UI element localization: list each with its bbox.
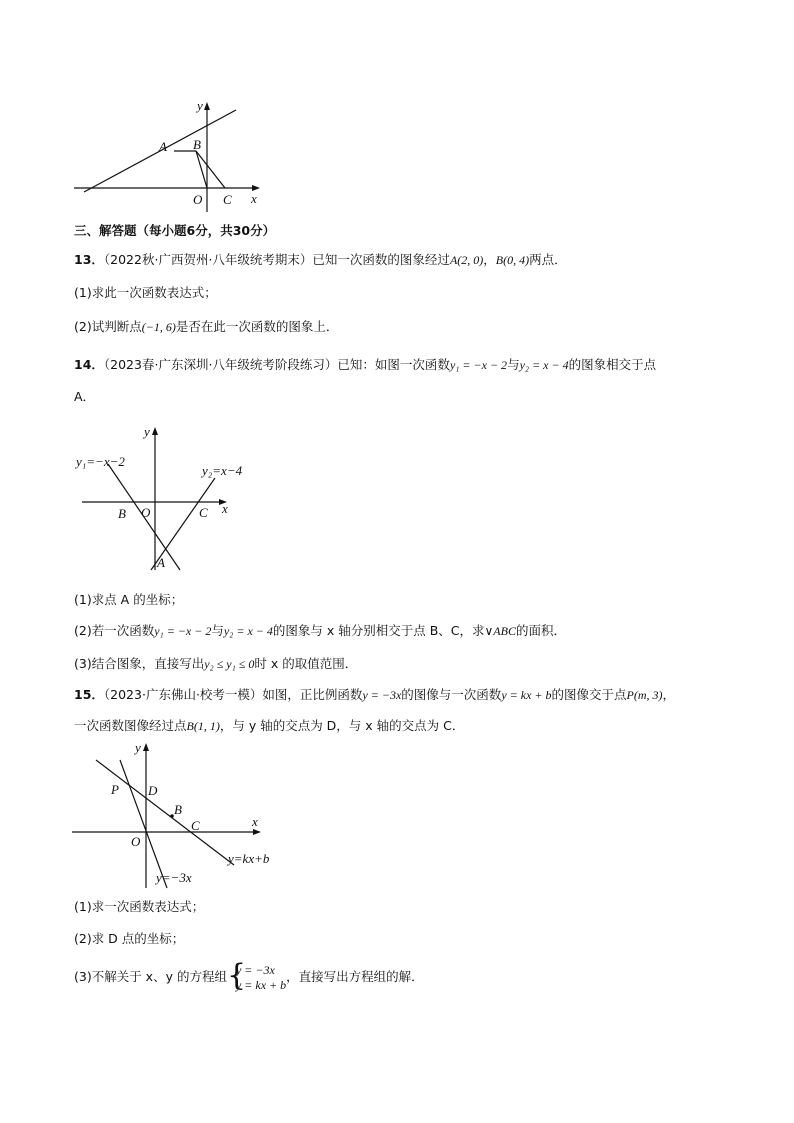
q13-part2	[74, 317, 338, 337]
q15-equation-system	[226, 957, 287, 993]
q14-part3-a: (3)结合图象，直接写出	[74, 656, 205, 671]
q14-number: 14．	[74, 357, 104, 372]
line-y-neg3x	[120, 760, 167, 888]
q14-part3-ineq: y₂ ≤ y₁ ≤ 0	[204, 657, 255, 671]
q13-stem-b: 两点．	[529, 252, 567, 267]
label-x: x	[252, 814, 258, 829]
figure-q15	[68, 738, 280, 890]
segment-bc	[196, 151, 225, 188]
q14-stem-b: 的图象相交于点	[568, 357, 657, 372]
q14-part2	[74, 621, 566, 641]
x-axis-arrow	[253, 829, 261, 835]
label-y: y	[197, 98, 203, 113]
q14-part2-f1: y₁ = −x − 2	[154, 624, 212, 638]
q15-line2-a: 一次函数图像经过点	[74, 718, 187, 733]
system-eq1: y = −3x	[235, 962, 275, 977]
q13-sep: ，	[483, 252, 496, 267]
q14-part2-c: 的面积．	[515, 623, 566, 638]
label-c: C	[199, 505, 208, 520]
label-b: B	[174, 802, 182, 817]
y-axis-arrow	[204, 102, 210, 110]
q13-point-a: A(2, 0)	[449, 253, 484, 267]
q15-stem-d: ，	[662, 687, 676, 702]
q14-part2-f2: y₂ = x − 4	[223, 624, 273, 638]
q15-number: 15．	[74, 687, 104, 702]
q15-part2: (2)求 D 点的坐标；	[74, 931, 185, 946]
label-y: y	[135, 740, 141, 755]
system-eq2: y = kx + b	[235, 977, 287, 992]
q15-stem	[74, 685, 675, 705]
label-b: B	[193, 137, 201, 152]
q14-part2-and: 与	[211, 623, 224, 638]
label-p: P	[111, 782, 119, 797]
q14-source: （2023春·广东深圳·八年级统考阶段练习）	[103, 357, 338, 372]
label-a: A	[157, 555, 165, 570]
q14-part2-a: (2)若一次函数	[74, 623, 155, 638]
q15-part3-a: (3)不解关于 x、y 的方程组	[74, 969, 227, 984]
label-c: C	[191, 818, 200, 833]
label-x: x	[222, 501, 228, 516]
q15-stem-line2	[74, 716, 464, 736]
q14-part3-b: 时 x 的取值范围．	[254, 656, 358, 671]
line-kx-b	[96, 760, 234, 865]
q14-part2-b: 的图象与 x 轴分别相交于点 B、C，求	[272, 623, 485, 638]
y-axis-arrow	[152, 427, 158, 435]
label-l1: y=−3x	[156, 870, 192, 885]
q15-point-b: B(1, 1)	[186, 719, 220, 733]
q15-stem-a: 如图，正比例函数	[262, 687, 363, 702]
q15-part3-b: ，直接写出方程组的解．	[286, 969, 424, 984]
label-y1: y₁=−x−2	[76, 454, 125, 469]
figure-top	[70, 96, 270, 212]
q13-point-b: B(0, 4)	[495, 253, 530, 267]
q15-line2-b: ，与 y 轴的交点为 D，与 x 轴的交点为 C．	[219, 718, 465, 733]
q13-part1: (1)求此一次函数表达式；	[74, 285, 217, 300]
q14-stem-a: 已知：如图一次函数	[337, 357, 450, 372]
segment-bo	[196, 151, 207, 188]
q15-source: （2023·广东佛山·校考一模）	[103, 687, 263, 702]
q14-and: 与	[507, 357, 520, 372]
figure-q14	[72, 420, 252, 572]
y-axis-arrow	[143, 743, 149, 751]
q14-f1: y₁ = −x − 2	[449, 358, 508, 372]
label-y: y	[144, 424, 150, 439]
system-brace: {	[226, 957, 247, 993]
q13-stem	[74, 250, 567, 270]
q14-part2-triangle: ∨ABC	[484, 624, 516, 638]
q14-part1: (1)求点 A 的坐标；	[74, 592, 184, 607]
label-l2: y=kx+b	[228, 851, 270, 866]
q14-stem-c: A．	[74, 389, 96, 404]
q13-number: 13．	[74, 252, 104, 267]
label-d: D	[148, 783, 158, 798]
q15-point-p: P(m, 3)	[626, 688, 663, 702]
label-x: x	[251, 191, 257, 206]
q15-part3	[74, 957, 424, 993]
label-a: A	[159, 139, 167, 154]
label-c: C	[223, 192, 232, 207]
q15-f2: y = kx + b	[501, 688, 552, 702]
q15-stem-b: 的图像与一次函数	[401, 687, 502, 702]
q14-stem	[74, 355, 656, 375]
q13-part2-point: (−1, 6)	[141, 320, 176, 334]
label-b: B	[118, 506, 126, 521]
q13-part2-a: (2)试判断点	[74, 319, 142, 334]
q15-stem-c: 的图像交于点	[551, 687, 627, 702]
q13-part2-b: 是否在此一次函数的图象上．	[175, 319, 339, 334]
q13-stem-a: 已知一次函数的图象经过	[312, 252, 450, 267]
label-o: O	[131, 834, 141, 849]
label-o: O	[141, 505, 151, 520]
section-header: 三、解答题（每小题6分，共30分）	[74, 223, 276, 238]
q15-part1: (1)求一次函数表达式；	[74, 899, 205, 914]
q14-f2: y₂ = x − 4	[519, 358, 569, 372]
label-o: O	[193, 192, 203, 207]
q14-part3	[74, 654, 357, 674]
q15-f1: y = −3x	[362, 688, 402, 702]
label-y2: y₂=x−4	[202, 463, 243, 478]
q13-source: （2022秋·广西贺州·八年级统考期末）	[103, 252, 313, 267]
